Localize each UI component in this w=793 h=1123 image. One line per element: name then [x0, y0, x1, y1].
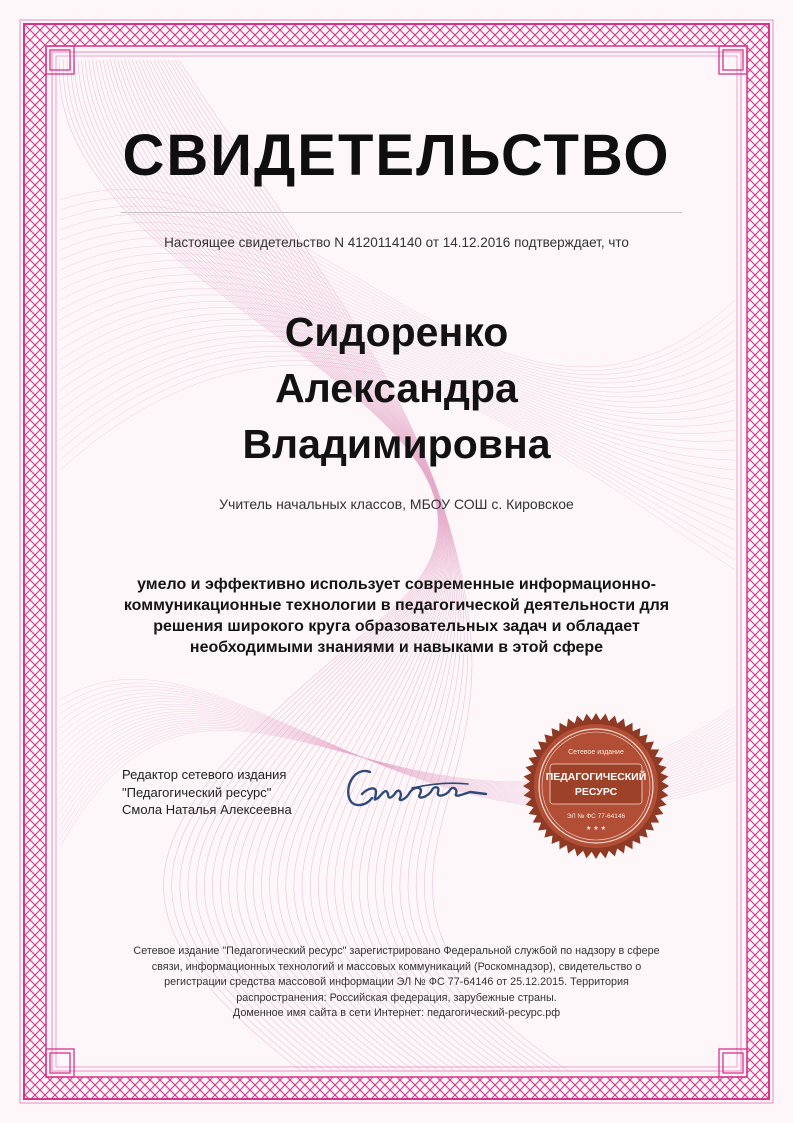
certificate-title: СВИДЕТЕЛЬСТВО	[122, 123, 671, 188]
footer-line: Доменное имя сайта в сети Интернет: педагогический-ресурс.рф	[232, 1007, 561, 1019]
recipient-position: Учитель начальных классов, МБОУ СОШ с. Кировское	[219, 496, 574, 512]
registration-footer	[113, 944, 680, 1022]
recipient-patronymic: Владимировна	[242, 421, 551, 467]
seal-top-text: Сетевое издание	[568, 749, 624, 756]
seal-stars: ★ ★ ★	[586, 825, 606, 832]
recipient-name	[0, 304, 793, 472]
footer-line: связи, информационных технологий и массовых коммуникаций (Роскомнадзор), свидетельство о	[151, 960, 642, 973]
title-divider	[121, 212, 682, 213]
footer-line: регистрации средства массовой информации ЭЛ № ФС 77-64146 от 25.12.2015. Территория	[164, 976, 629, 988]
editor-signature	[340, 758, 500, 818]
recipient-first-name: Александра	[275, 365, 518, 411]
seal-reg-number: ЭЛ № ФС 77-64146	[566, 813, 626, 820]
seal-main-line1: ПЕДАГОГИЧЕСКИЙ	[545, 771, 647, 783]
achievement-statement: умело и эффективно использует современные информационно-коммуникационные технологии в педагогической деятельности для решения широкого круга образовательных задач и обладает необходимыми знаниями и навыками в этой сфере	[123, 576, 670, 656]
footer-line: Сетевое издание "Педагогический ресурс" зарегистрировано Федеральной службой по надзору в сфере	[133, 945, 660, 957]
editor-publication: "Педагогический ресурс"	[122, 784, 272, 800]
certificate-intro-text: Настоящее свидетельство N 4120114140 от 14.12.2016 подтверждает, что	[164, 235, 629, 250]
footer-line: распространения: Российская федерация, зарубежные страны.	[236, 991, 557, 1004]
editor-name: Смола Наталья Алексеевна	[122, 802, 292, 817]
recipient-surname: Сидоренко	[284, 309, 509, 355]
publication-seal	[522, 712, 670, 860]
editor-block	[122, 766, 352, 819]
editor-title: Редактор сетевого издания	[122, 767, 287, 782]
seal-main-line2: РЕСУРС	[574, 786, 618, 798]
